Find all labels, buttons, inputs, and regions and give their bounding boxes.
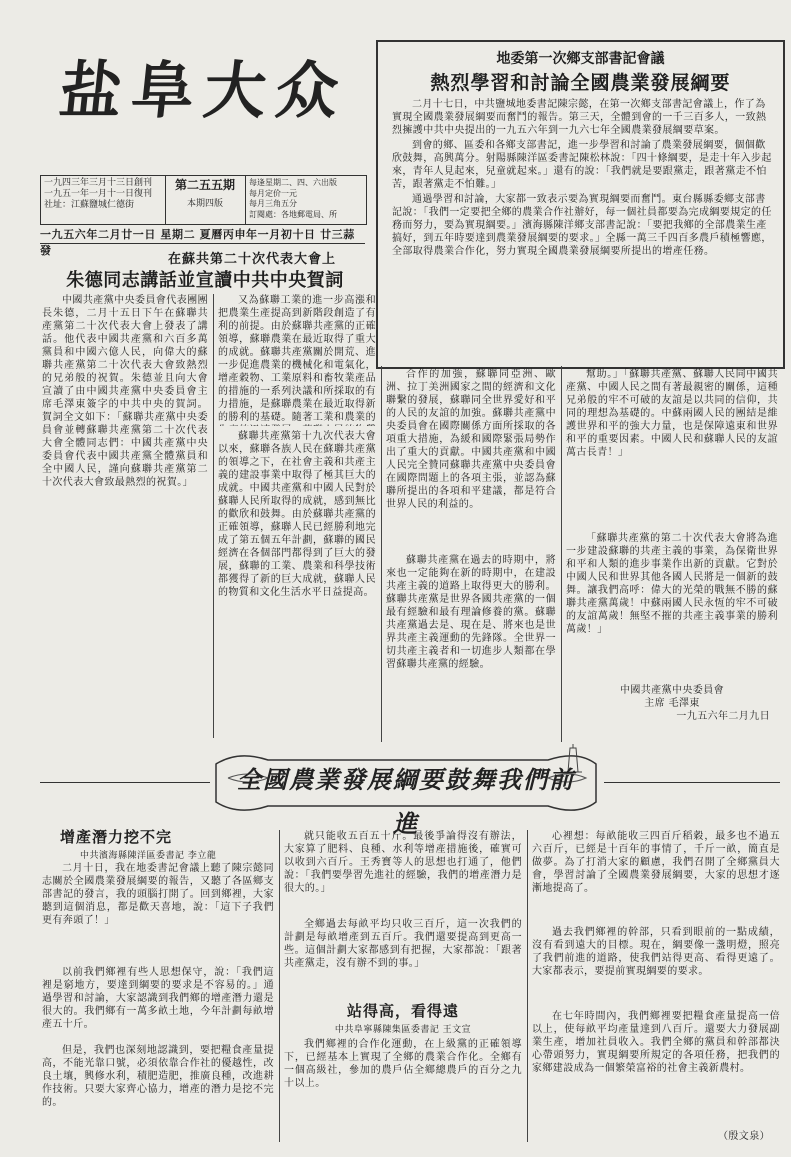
story-headline: 熱烈學習和討論全國農業發展綱要 — [430, 72, 731, 94]
lower-middle-col-2: 全鄉過去每畝平均只收三百斤，這一次我們的計劃是每畝增產到五百斤。我們還要提高到更高一些。這個計劃大家都感到有把握，大家都說：「跟著共產黨走，沒有辦不到的事。」 — [284, 919, 522, 969]
issue-info — [165, 176, 244, 224]
signoff-name: 主席 毛澤東 — [644, 698, 700, 709]
main-col-3 — [386, 368, 556, 742]
relaunch-date: 一九五一年一月十一日復刊 — [44, 189, 153, 199]
column-rule — [279, 830, 280, 1142]
page-count: 本期四版 — [186, 199, 223, 209]
main-kicker: 在蘇共第二十次代表大會上 — [167, 252, 336, 267]
column-rule — [527, 830, 528, 1142]
main-col-3-bottom: 蘇聯共產黨在過去的時期中，將來也一定能夠在新的時期中，在建設共產主義的道路上取得更大的勝利。蘇聯共產黨是世界各國共產黨的一個最有經驗和最有理論修養的黨。蘇聯共產黨過去是、現在是、將來也是世界共產主義運動的先鋒隊。全世界一切共產主義者和一切進步人類都在學習蘇聯共產黨的經驗。 — [386, 555, 556, 670]
story-paragraph: 二月十七日，中共鹽城地委書記陳宗懿，在第一次鄉支部書記會議上，作了為實現全國農業發展綱要而奮鬥的報告。第三天，全體到會的一千三百多人，一致熱烈擁護中共中央提出的一九五六年到一九六七年全國農業發展綱要草案。 — [392, 99, 767, 136]
main-col-4-bottom: 「蘇聯共產黨的第二十次代表大會將為進一步建設蘇聯的共產主義的事業，為保衛世界和平和人類的進步事業作出新的貢獻。它對於中國人民和世界其他各國人民將是一個新的鼓舞。讓我們高呼：偉大的光榮的戰無不勝的蘇聯共產黨萬歲！中蘇兩國人民永恆的牢不可破的友誼萬歲！無堅不摧的共產主義事業的勝利萬歲！」 — [566, 533, 778, 635]
price-detail: 每月三角五分 — [249, 199, 297, 208]
column-rule — [381, 366, 382, 742]
dateline: 一九五六年二月廿一日 星期二 夏曆丙申年一月初十日 廿三蒜發 — [40, 228, 355, 257]
column-rule — [561, 366, 562, 742]
signoff-org: 中國共產黨中央委員會 — [620, 685, 724, 696]
lower-left-headline: 增產潛力挖不完 — [60, 828, 173, 846]
regional-meeting-story — [376, 40, 785, 369]
main-col-1: 中國共產黨中央委員會代表團團長朱德，二月十五日下午在蘇聯共產黨第二十次代表大會上發表了講話。他代表中國共產黨和六百多萬黨員和中國六億人民，向偉大的蘇聯共產黨第二十次代表大會致熱烈的兄弟般的祝賀。朱德並且向大會宣讀了由中國共產黨中央委員會主席毛澤東簽字的中共中央的賀詞。賀詞全文如下：「蘇聯共產黨中央委員會並轉蘇聯共產黨第二十次代表大會全體同志們：中國共產黨中央委員會代表中國共產黨全體黨員和全中國人民，謹向蘇聯共產黨第二十次代表大會致最熱烈的祝賀。」 — [42, 295, 208, 488]
banner-slogan: 全國農業發展綱要鼓舞我們前進 — [237, 765, 575, 838]
founding-date: 一九四三年三月十三日創刊 — [44, 178, 153, 188]
lower-left-byline: 中共濱海縣陳洋區委書記 李立龍 — [80, 851, 217, 861]
dateline-rule — [40, 243, 365, 244]
main-headline: 朱德同志講話並宣讀中共中央賀詞 — [66, 270, 344, 291]
founding-info — [41, 176, 165, 224]
lower-right-author: （殷文泉） — [718, 1131, 770, 1142]
lower-right-col-1: 心裡想：每畝能收三四百斤稻穀，最多也不過五六百斤，已經是十百年的事情了，千斤一畝，簡直是做夢。為了打消大家的顧慮，我們召開了全鄉黨員大會，學習討論了全國農業發展綱要，大家的思想才逐漸地提高了。 — [532, 831, 780, 894]
signoff-date: 一九五六年二月九日 — [676, 711, 770, 722]
lower-left-col-2: 以前我們鄉裡有些人思想保守，說：「我們這裡是窮地方，要達到綱要的要求是不容易的。」通過學習和討論，大家認識到我們鄉的增產潛力還是很大的。我們鄉有一萬多畝土地，今年計劃每畝增產五十斤。 — [42, 967, 274, 1030]
publish-schedule: 每逢星期二、四、六出版 — [249, 178, 337, 187]
lower-middle-col-3: 我們鄉裡的合作化運動，在上級黨的正確領導下，已經基本上實現了全鄉的農業合作化。全鄉有一個高級社，參加的農戶佔全鄉總農戶的百分之九十以上。 — [284, 1039, 522, 1089]
main-col-4 — [566, 368, 778, 742]
story-paragraph: 通過學習和討論，大家都一致表示要為實現綱要而奮鬥。東台縣縣委鄉支部書記說：「我們一定要把全鄉的農業合作社辦好，每一個社員都要為完成綱要規定的任務而努力，要為實現綱要。」濱海縣陳洋鄉支部書記說：「要把我鄉的全部農業生產搞好，到五年時要達到農業發展綱要的要求。」全縣一萬三千四百多農戶積極響應，全部取得農業合作化，努力實現全國農業發展綱要所提出的增產任務。 — [392, 194, 772, 257]
column-rule — [213, 294, 214, 738]
story-body — [392, 98, 772, 360]
subscription-office: 訂閱處：各地郵電局、所 — [249, 209, 337, 219]
office-address: 社址：江蘇鹽城仁德街 — [44, 200, 135, 210]
lower-middle-headline: 站得高，看得遠 — [346, 1002, 459, 1020]
banner-rule-right — [604, 782, 780, 783]
lower-right-col-2: 過去我們鄉裡的幹部，只看到眼前的一點成績，沒有看到遠大的目標。現在，綱要像一盞明燈，照亮了我們前進的道路，使我們站得更高、看得更遠了。大家都表示，要提前實現綱要的要求。 — [532, 927, 780, 977]
main-col-3-top: 合作的加強，蘇聯同亞洲、歐洲、拉丁美洲國家之間的經濟和文化聯繫的發展，蘇聯同全世界愛好和平的人民的友誼的加強。蘇聯共產黨中央委員會在國際關係方面所採取的各項重大措施，為緩和國際緊張局勢作出了重大的貢獻。中國共產黨和中國人民完全贊同蘇聯共產黨中央委員會在國際問題上的各項主張，並認為蘇聯所提出的各項和平建議，都是符合世界人民的利益的。 — [386, 369, 556, 510]
main-col-2-top: 又為蘇聯工業的進一步高漲和把農業生產提高到新階段創造了有利的前提。由於蘇聯共產黨的正確領導，蘇聯農業在最近取得了重大的成就。蘇聯共產黨關於開荒、進一步促進農業的機械化和電氣化，增產穀物、工業原料和畜牧業產品的措施的一系列決議和所採取的有力措施，是蘇聯農業在最近取得新的勝利的基礎。隨著工業和農業的 — [218, 295, 376, 423]
story-kicker: 地委第一次鄉支部書記會議 — [496, 51, 665, 67]
subscription-info — [245, 176, 368, 224]
lower-middle-col-1: 就只能收五百五十斤。最後爭論得沒有辦法，大家算了肥料、良種、水利等增產措施後，確實可以收到六百斤。王秀寶等人的思想也打通了，他們說：「我們要學習先進社的經驗，我們的增產潛力是很大的。」 — [284, 831, 522, 894]
issue-number: 第二五五期 — [174, 178, 235, 192]
masthead-title: 盐阜大众 — [56, 54, 352, 127]
lower-left-col-1: 二月十日，我在地委書記會議上聽了陳宗懿同志關於全國農業發展綱要的報告，又聽了各區鄉支部書記的發言，我的頭腦打開了。回到鄉裡，大家聽到這個消息，都是歡天喜地，說：「這下子我們更有奔頭了！」 — [42, 863, 274, 926]
main-col-2-bottom: 蘇聯共產黨第十九次代表大會以來，蘇聯各族人民在蘇聯共產黨的領導之下，在社會主義和共產主義的建設事業中取得了極其巨大的成就。中國共產黨和中國人民對於蘇聯人民所取得的成就，感到無比的歡欣和鼓舞。由於蘇聯共產黨的正確領導，蘇聯人民已經勝利地完成了第五個五年計劃，蘇聯的國民經濟在各個部門都得到了巨大的發展，蘇聯的工業、農業和科學技術都獲得了新的巨大成就，蘇聯人民的物質和文化生活水平日益提高。 — [218, 431, 376, 598]
lower-right-col-3: 在七年時間內，我們鄉裡要把糧食產量提高一倍以上，使每畝平均產量達到八百斤。還要大力發展副業生產，增加社員收入。我們全鄉的黨員和幹部都決心帶頭努力，實現綱要所規定的各項任務，把我們的家鄉建設成為一個繁榮富裕的社會主義新農村。 — [532, 1011, 780, 1074]
banner-rule-left — [40, 782, 210, 783]
main-col-2 — [218, 294, 376, 742]
lower-middle-byline: 中共阜寧縣陳集區委書記 王文宣 — [334, 1025, 472, 1035]
price-month: 每月定价一元 — [249, 188, 297, 198]
story-paragraph: 到會的鄉、區委和各鄉支部書記，進一步學習和討論了農業發展綱要，個個歡欣鼓舞，高興萬分。射陽縣陳洋區委書記陳松林說：「四十條綱要，是走十年入步起來，青年人見起來，兒童就起來。」還有的說：「我們就是要跟黨走，跟著黨走不怕苦，跟著黨走不怕難。」 — [392, 140, 772, 190]
slogan-banner — [208, 744, 603, 838]
lower-left-col-3: 但是，我們也深刻地認識到，要把糧食產量提高，不能光靠口號，必須依靠合作社的優越性，改良土壤，興修水利，積肥造肥，推廣良種，改進耕作技術。只要大家齊心協力，增產的潛力是挖不完的。 — [42, 1045, 274, 1108]
masthead-info-box — [40, 175, 367, 225]
main-col-4-top: 幫助。」「蘇聯共產黨、蘇聯人民同中國共產黨、中國人民之間有著最親密的關係，這種兄弟般的牢不可破的友誼是以共同的信仰，共同的理想為基礎的。中蘇兩國人民的團結是維護世界和平的強大力量，也是保障遠東和世界和平的重要因素。中國人民和蘇聯人民的友誼萬古長青！」 — [566, 369, 778, 458]
